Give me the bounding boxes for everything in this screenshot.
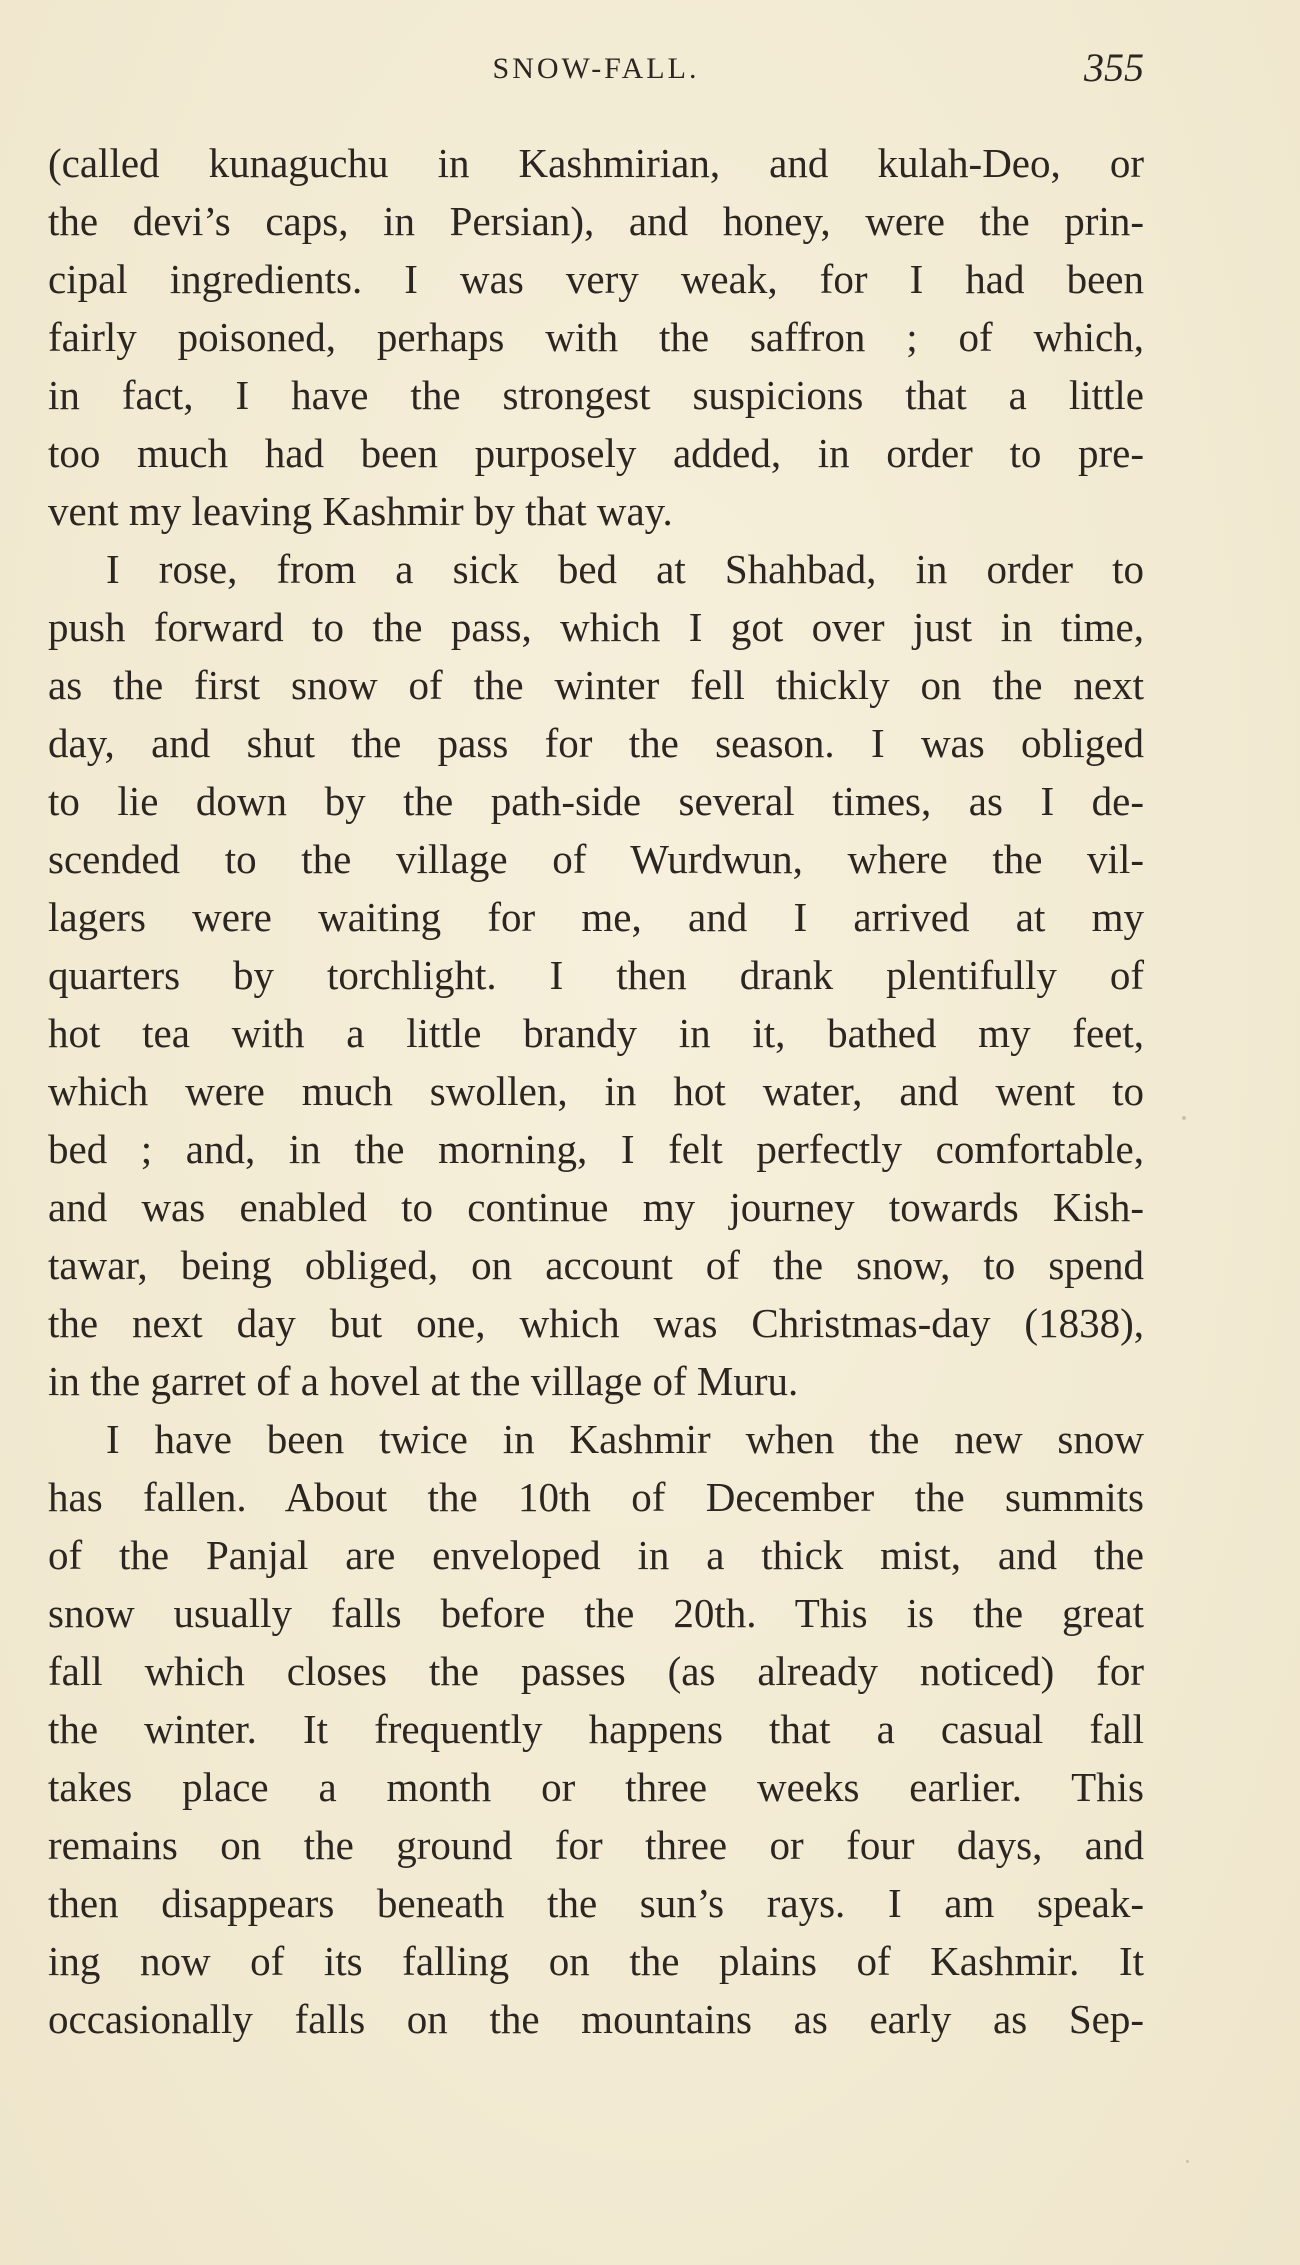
text-line: I have been twice in Kashmir when the new snow <box>106 1416 1144 1462</box>
text-line: (called kunaguchu in Kashmirian, and kulah-Deo, or <box>48 140 1144 186</box>
text-line: remains on the ground for three or four days, and <box>48 1822 1144 1868</box>
text-line: of the Panjal are enveloped in a thick mist, and the <box>48 1532 1144 1578</box>
text-line: the winter. It frequently happens that a casual fall <box>48 1706 1144 1752</box>
text-line: tawar, being obliged, on account of the snow, to spend <box>48 1242 1144 1288</box>
text-line: push forward to the pass, which I got over just in time, <box>48 604 1144 650</box>
text-line: to lie down by the path-side several times, as I de- <box>48 778 1144 824</box>
running-head <box>48 44 1144 104</box>
text-line: fall which closes the passes (as already noticed) for <box>48 1648 1144 1694</box>
text-line: bed ; and, in the morning, I felt perfectly comfortable, <box>48 1126 1144 1172</box>
text-line: the devi’s caps, in Persian), and honey, were the prin- <box>48 198 1144 244</box>
text-line: scended to the village of Wurdwun, where the vil- <box>48 836 1144 882</box>
page-number: 355 <box>1084 45 1144 90</box>
body-text <box>48 134 1144 2048</box>
text-line: takes place a month or three weeks earlier. This <box>48 1764 1144 1810</box>
text-line: fairly poisoned, perhaps with the saffron ; of which, <box>48 314 1144 360</box>
paper-speck <box>1182 1116 1186 1120</box>
text-line: vent my leaving Kashmir by that way. <box>48 488 673 534</box>
text-line: the next day but one, which was Christmas-day (1838), <box>48 1300 1144 1346</box>
text-line: I rose, from a sick bed at Shahbad, in order to <box>106 546 1144 592</box>
text-line: lagers were waiting for me, and I arrived at my <box>48 894 1144 940</box>
text-line: snow usually falls before the 20th. This is the great <box>48 1590 1144 1636</box>
text-line: which were much swollen, in hot water, and went to <box>48 1068 1144 1114</box>
text-line: cipal ingredients. I was very weak, for I had been <box>48 256 1144 302</box>
running-title: SNOW-FALL. <box>492 52 700 85</box>
paper-speck <box>1186 2160 1189 2163</box>
text-line: quarters by torchlight. I then drank plentifully of <box>48 952 1144 998</box>
text-line: occasionally falls on the mountains as early as Sep- <box>48 1996 1144 2042</box>
text-line: and was enabled to continue my journey towards Kish- <box>48 1184 1144 1230</box>
text-line: ing now of its falling on the plains of Kashmir. It <box>48 1938 1144 1984</box>
text-line: has fallen. About the 10th of December the summits <box>48 1474 1144 1520</box>
text-line: in fact, I have the strongest suspicions that a little <box>48 372 1144 418</box>
text-line: then disappears beneath the sun’s rays. I am speak- <box>48 1880 1144 1926</box>
text-line: hot tea with a little brandy in it, bathed my feet, <box>48 1010 1144 1056</box>
text-line: in the garret of a hovel at the village of Muru. <box>48 1358 799 1404</box>
text-line: too much had been purposely added, in order to pre- <box>48 430 1144 476</box>
text-line: day, and shut the pass for the season. I was obliged <box>48 720 1144 766</box>
text-line: as the first snow of the winter fell thickly on the next <box>48 662 1144 708</box>
